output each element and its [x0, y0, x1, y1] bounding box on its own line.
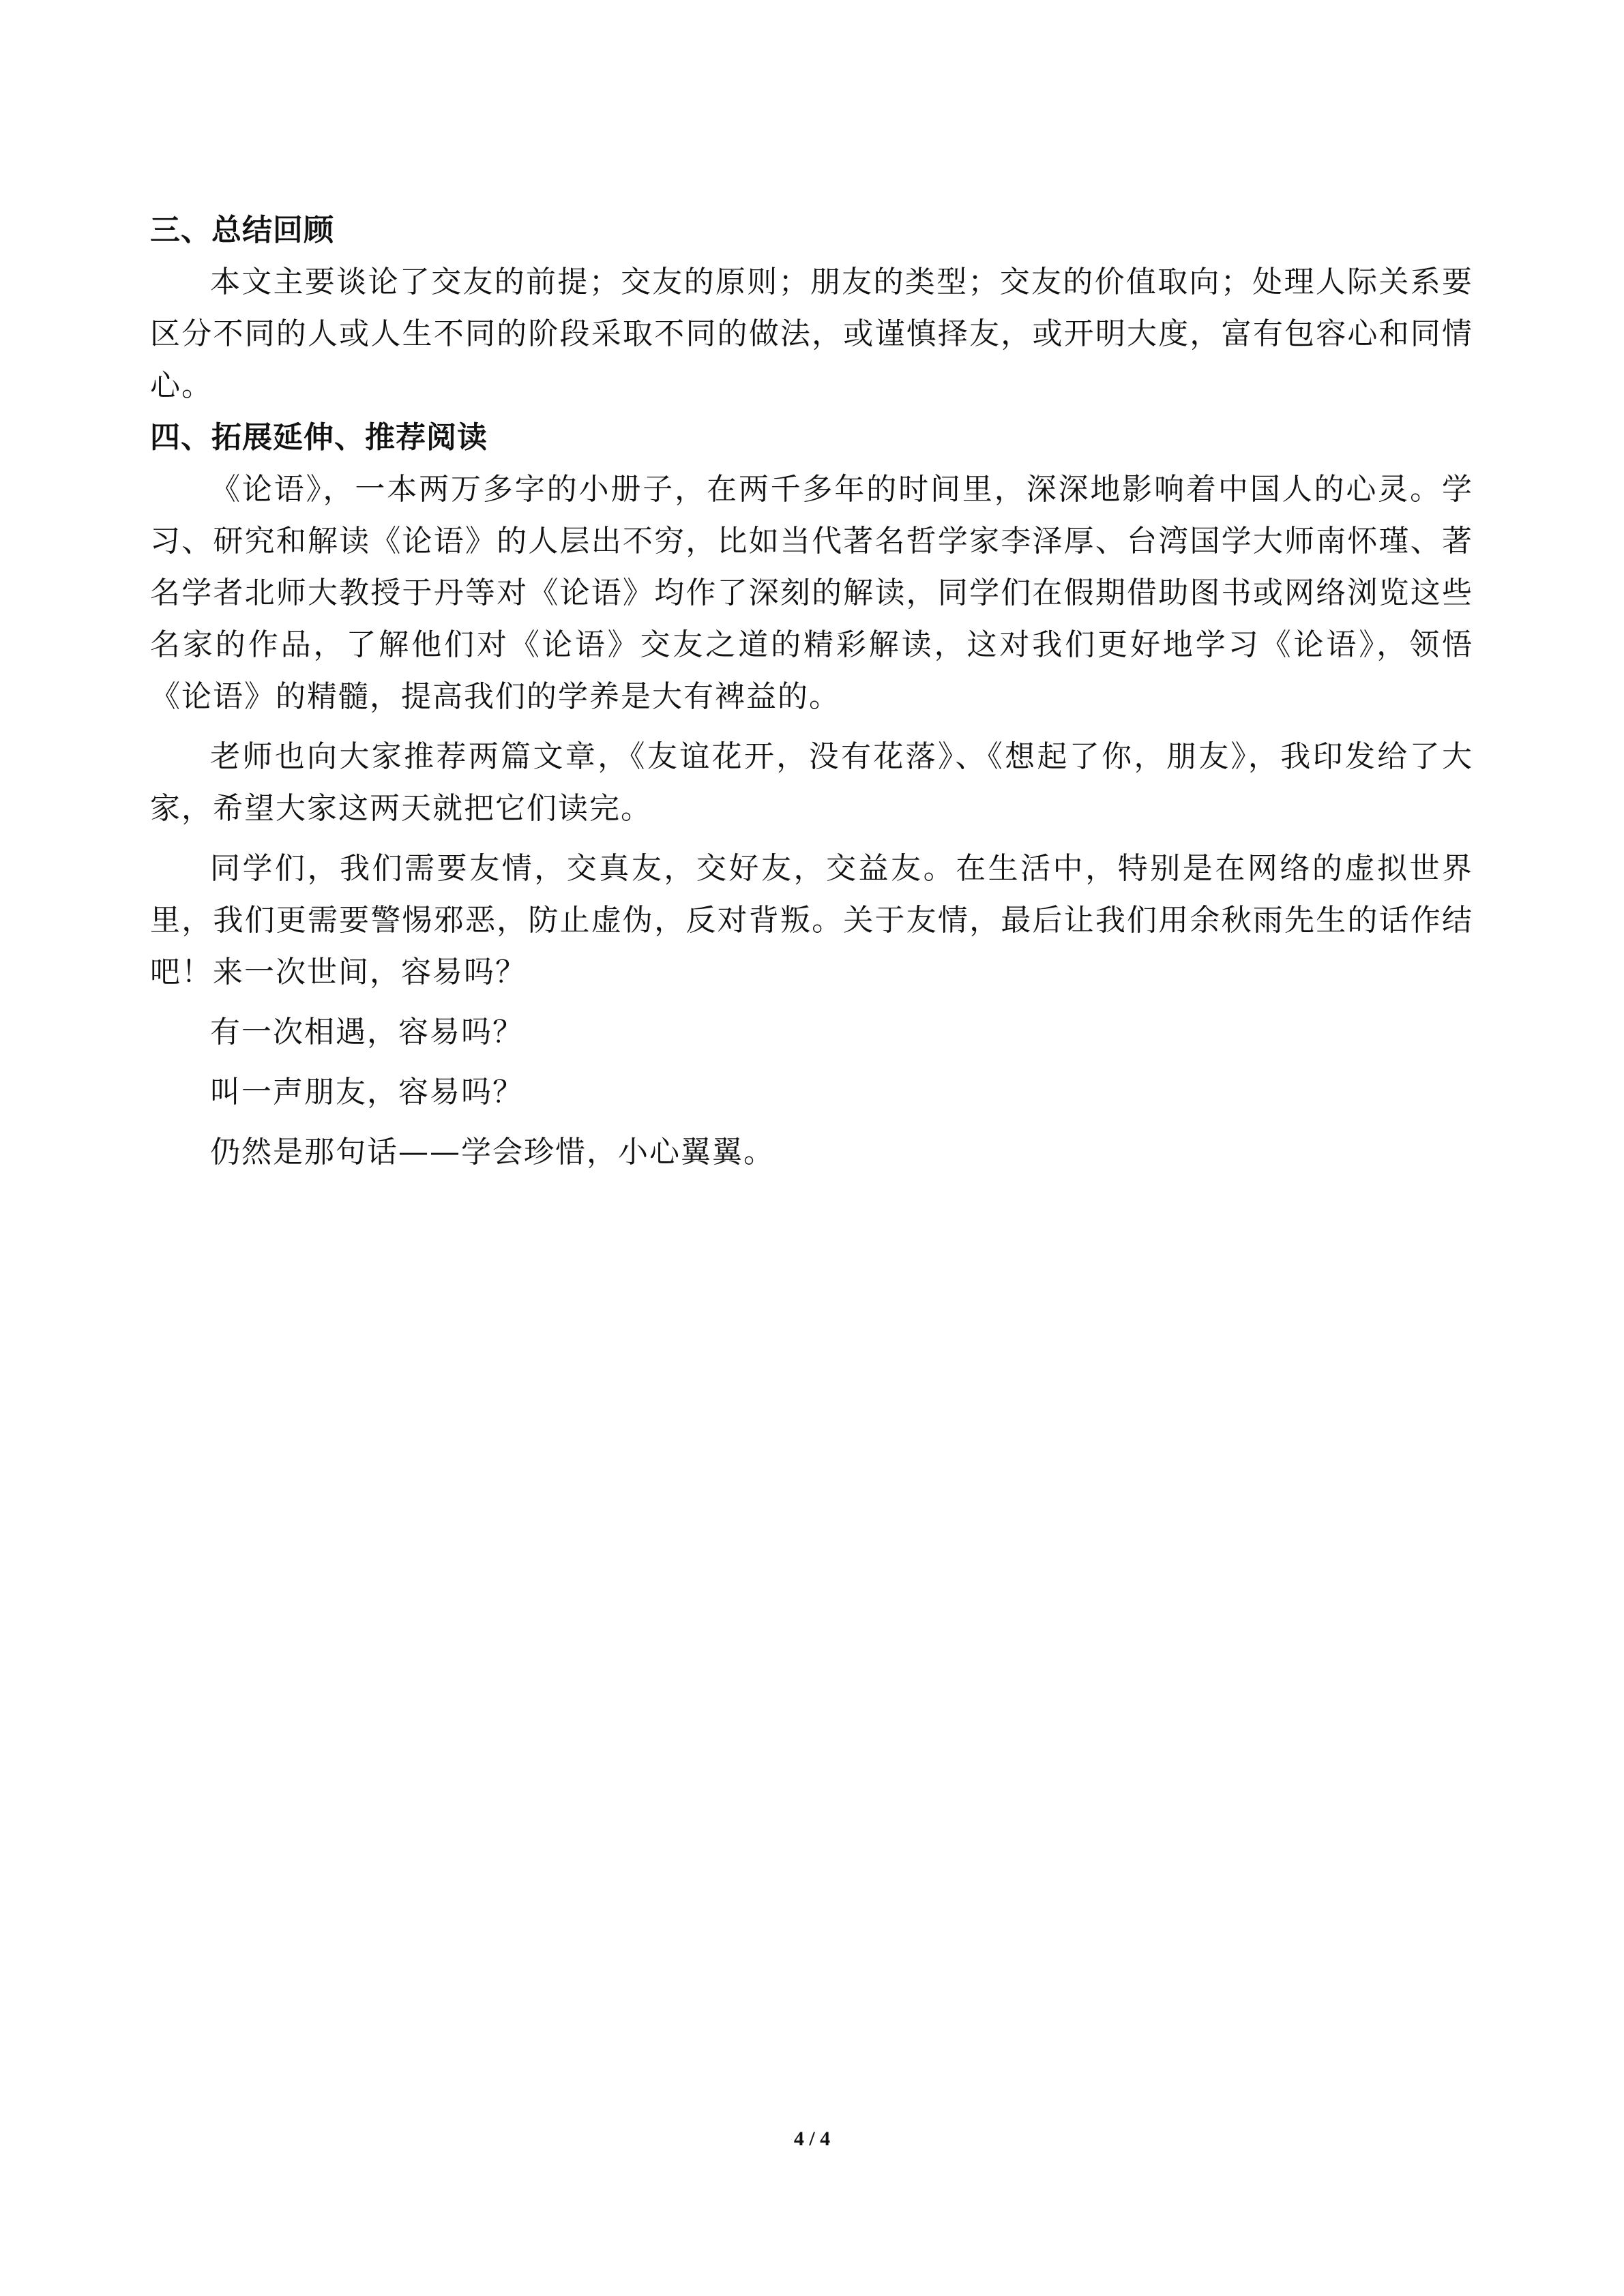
- poem-line-1: 有一次相遇，容易吗？: [210, 1015, 524, 1049]
- summary-paragraph: 本文主要谈论了交友的前提；交友的原则；朋友的类型；交友的价值取向；处理人际关系要区分不同的人或人生不同的阶段采取不同的做法，或谨慎择友，或开明大度，富有包容心和同情心。: [150, 265, 1473, 403]
- section-heading-extended-reading: 四、拓展延伸、推荐阅读: [150, 420, 488, 455]
- reading-paragraph-1: 《论语》，一本两万多字的小册子，在两千多年的时间里，深深地影响着中国人的心灵。学习、研究和解读《论语》的人层出不穷，比如当代著名哲学家李泽厚、台湾国学大师南怀瑾、著名学者北师大教授于丹等对《论语》均作了深刻的解读，同学们在假期借助图书或网络浏览这些名家的作品，了解他们对《论语》交友之道的精彩解读，这对我们更好地学习《论语》，领悟《论语》的精髓，提高我们的学养是大有裨益的。: [150, 472, 1473, 714]
- section-heading-summary: 三、总结回顾: [150, 213, 334, 248]
- page-number: 4 / 4: [793, 2128, 831, 2150]
- poem-line-2: 叫一声朋友，容易吗？: [210, 1075, 524, 1109]
- reading-paragraph-3: 同学们，我们需要友情，交真友，交好友，交益友。在生活中，特别是在网络的虚拟世界里，我们更需要警惕邪恶，防止虚伪，反对背叛。关于友情，最后让我们用余秋雨先生的话作结吧！来一次世间，容易吗？: [150, 851, 1473, 989]
- poem-line-3: 仍然是那句话——学会珍惜，小心翼翼。: [210, 1135, 775, 1169]
- document-body: [150, 205, 1473, 1178]
- reading-paragraph-2: 老师也向大家推荐两篇文章，《友谊花开，没有花落》、《想起了你，朋友》，我印发给了大家，希望大家这两天就把它们读完。: [150, 739, 1473, 826]
